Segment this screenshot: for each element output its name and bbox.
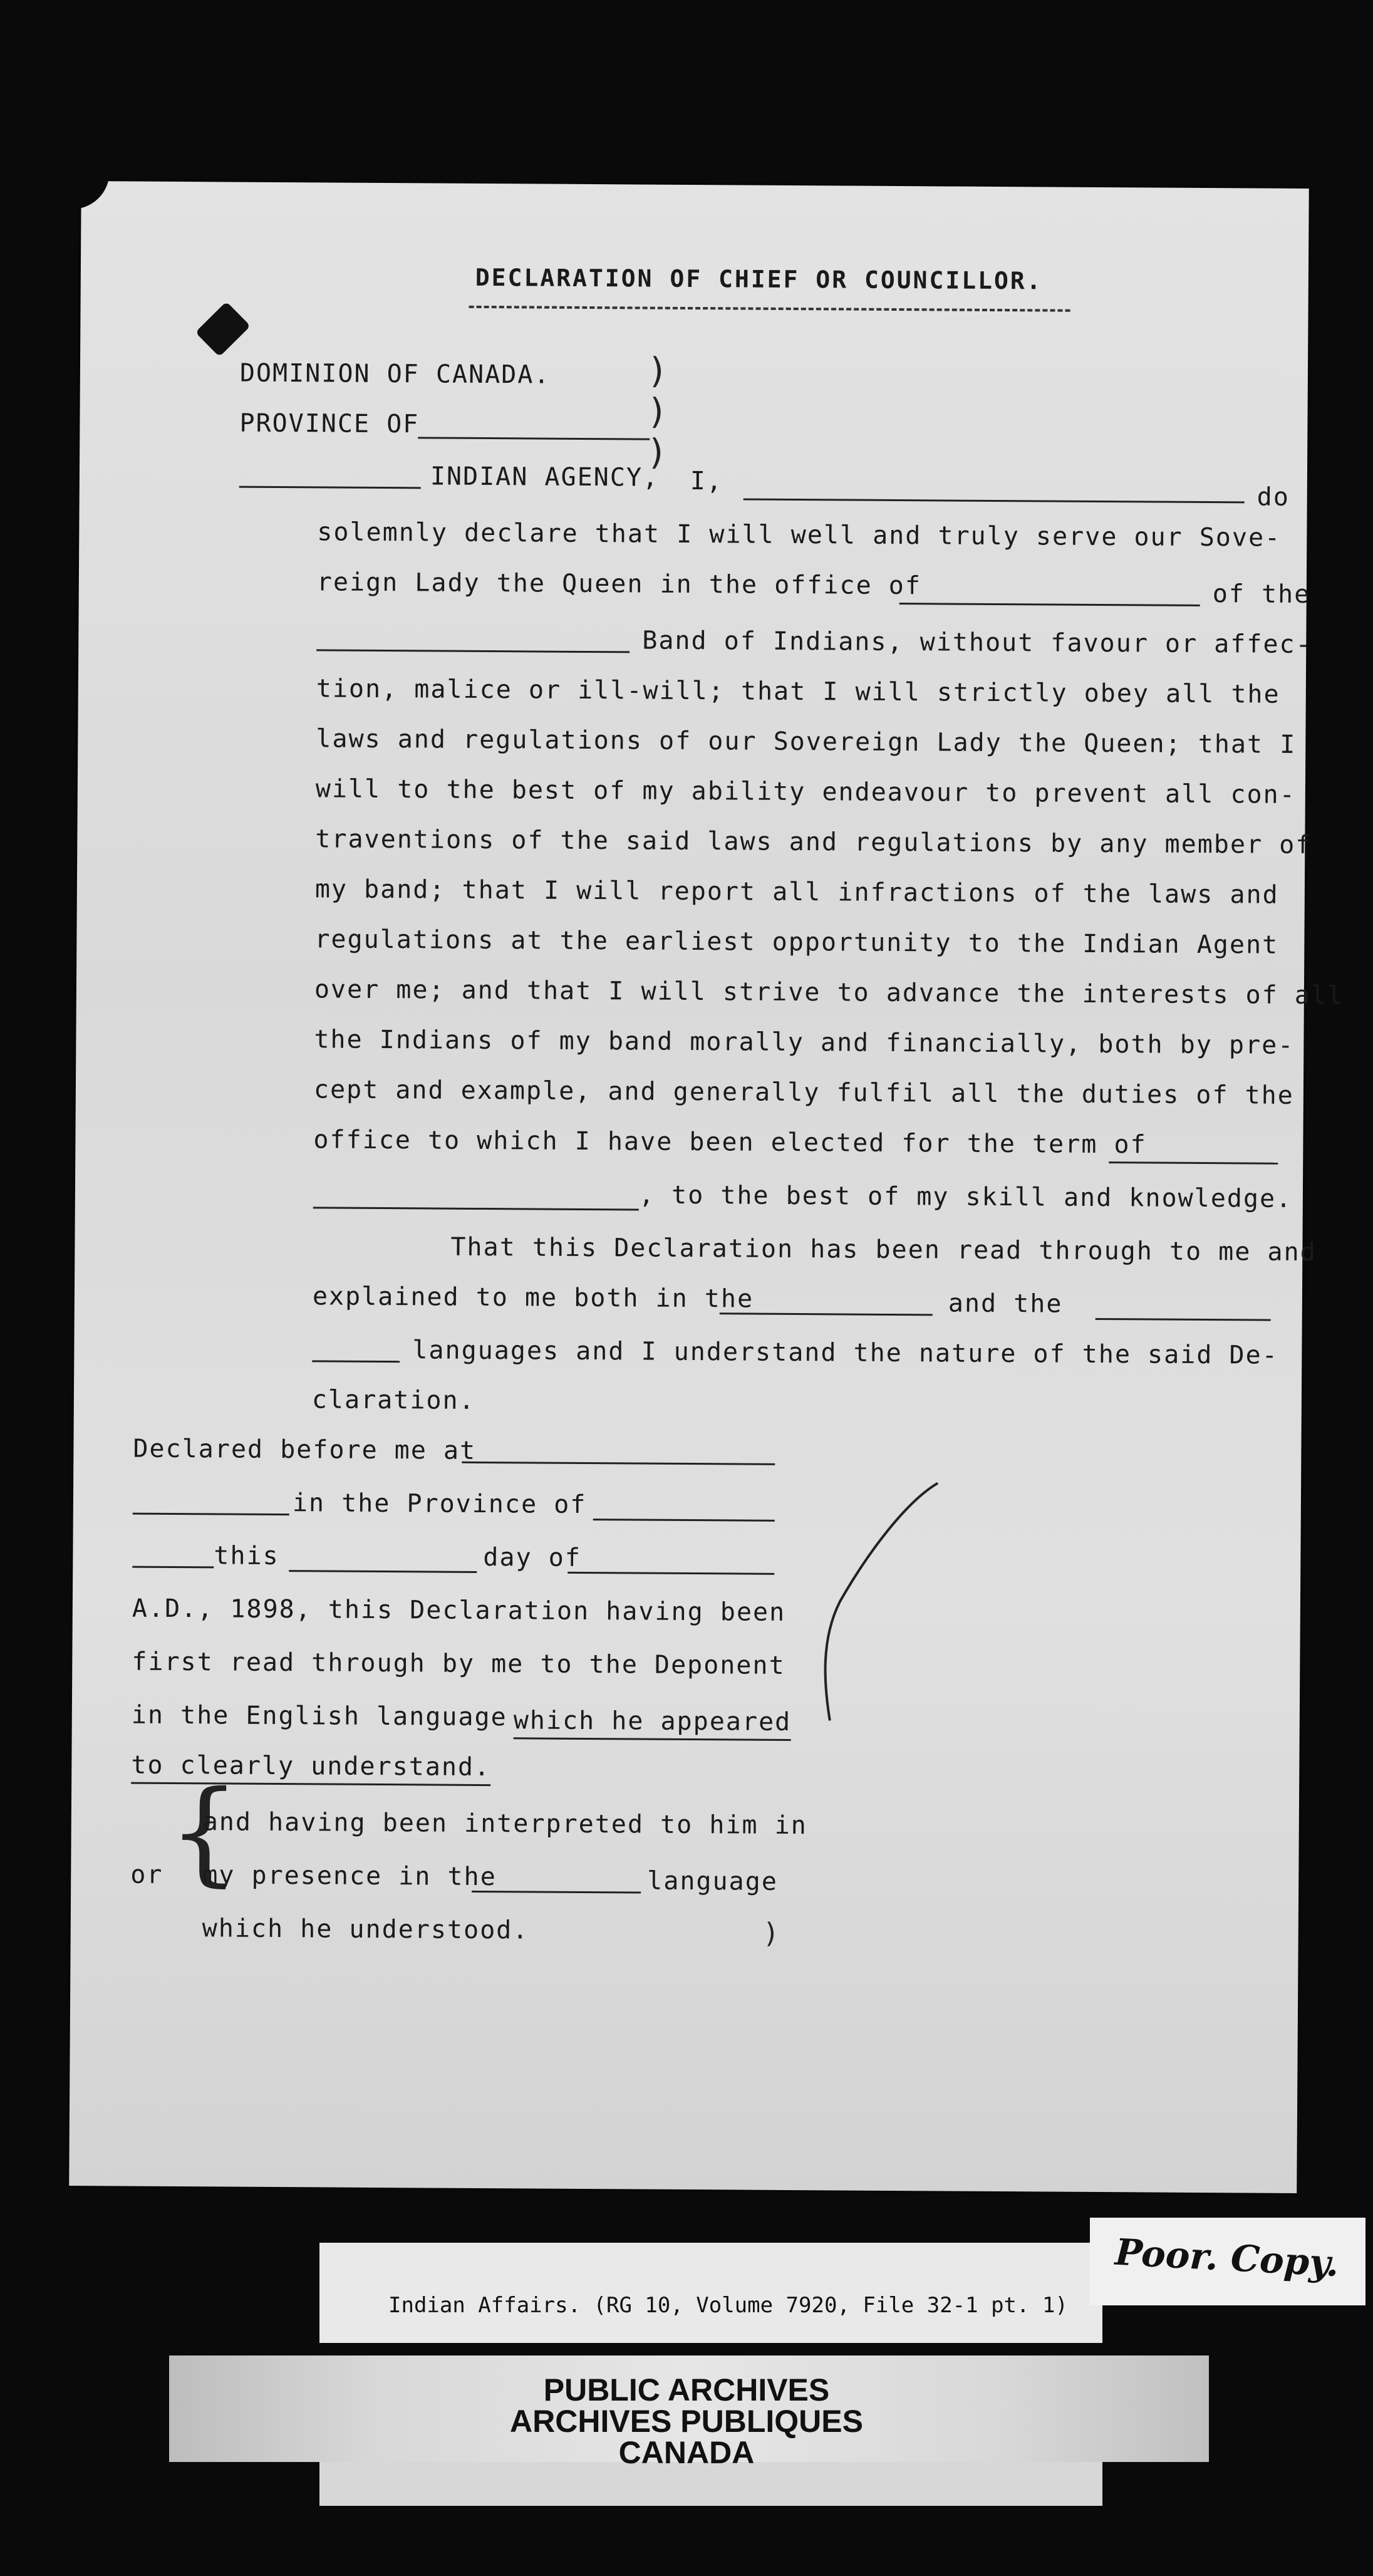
declared-this: this: [214, 1541, 279, 1571]
alt-language-blank: [472, 1891, 641, 1894]
archive-line-1: PUBLIC ARCHIVES: [543, 2372, 830, 2407]
header-agency: INDIAN AGENCY,: [430, 462, 660, 492]
title-underline: [469, 306, 1070, 312]
declared-line: Declared before me at: [133, 1434, 477, 1465]
alt-line2b: language: [647, 1866, 779, 1896]
header-dominion: DOMINION OF CANADA.: [239, 358, 551, 390]
handwritten-note: Poor. Copy.: [1114, 2230, 1340, 2285]
alt-close-paren: ): [762, 1917, 780, 1950]
declared-english: in the English language: [131, 1700, 507, 1732]
body-line: of the: [1212, 579, 1311, 610]
declared-day-blank: [289, 1570, 477, 1573]
para2-line: and the: [948, 1289, 1063, 1319]
alt-line3: which he understood.: [202, 1914, 529, 1945]
para2-line: languages and I understand the nature of the said De-: [412, 1336, 1278, 1370]
archive-line-3: CANADA: [618, 2435, 755, 2470]
office-blank: [899, 603, 1200, 606]
body-line: office to which I have been elected for the term of: [313, 1125, 1147, 1160]
alt-line2a: my presence in the: [202, 1861, 497, 1892]
declared-month-blank: [567, 1572, 774, 1575]
body-line: traventions of the said laws and regulations by any member of: [315, 824, 1312, 860]
header-province: PROVINCE OF: [239, 408, 420, 439]
body-line: cept and example, and generally fulfil all the duties of the: [313, 1075, 1294, 1110]
band-blank: [316, 649, 630, 653]
header-brace: ) ) ): [646, 350, 668, 473]
signature-stroke: [811, 1476, 950, 1727]
declared-clearly: to clearly understand.: [131, 1751, 490, 1787]
paper-corner: [72, 172, 110, 209]
body-line: will to the best of my ability endeavour to prevent all con-: [315, 774, 1296, 809]
body-line: over me; and that I will strive to advance the interests of all: [314, 975, 1344, 1010]
reference-label: Indian Affairs. (RG 10, Volume 7920, File 32-1 pt. 1): [388, 2293, 1068, 2318]
declared-place-blank-2: [133, 1513, 289, 1516]
body-line: tion, malice or ill-will; that I will strictly obey all the: [316, 674, 1280, 709]
alt-or: or: [130, 1860, 163, 1889]
language-blank-3: [312, 1360, 400, 1363]
para2-line: claration.: [311, 1385, 475, 1415]
term-blank: [1109, 1161, 1278, 1165]
punch-hole: [195, 301, 251, 356]
declared-ad: A.D., 1898, this Declaration having been: [132, 1594, 786, 1627]
language-blank-2: [1096, 1318, 1271, 1321]
body-line: Band of Indians, without favour or affec-: [642, 626, 1312, 660]
declared-day-of: day of: [483, 1543, 582, 1572]
archive-line-2: ARCHIVES PUBLIQUES: [510, 2404, 863, 2439]
header-pronoun: I,: [690, 466, 723, 496]
province-blank: [418, 437, 650, 440]
declared-province-blank: [593, 1519, 775, 1522]
declared-province: in the Province of: [292, 1488, 587, 1520]
term-blank-2: [313, 1207, 639, 1210]
alt-line1: and having been interpreted to him in: [202, 1807, 807, 1841]
alt-brace: {: [168, 1766, 241, 1898]
document-title: DECLARATION OF CHIEF OR COUNCILLOR.: [475, 263, 1043, 295]
body-line: my band; that I will report all infractions of the laws and: [314, 875, 1279, 910]
body-line: solemnly declare that I will well and truly serve our Sove-: [317, 517, 1282, 553]
name-blank: [743, 499, 1245, 504]
language-blank-1: [720, 1312, 933, 1316]
agency-blank: [239, 486, 421, 489]
declared-place-blank: [462, 1462, 775, 1465]
declared-this-blank: [132, 1566, 214, 1569]
body-line: reign Lady the Queen in the office of: [316, 568, 922, 601]
header-do: do: [1256, 482, 1290, 512]
body-line: laws and regulations of our Sovereign Lady the Queen; that I: [316, 724, 1297, 759]
body-line: the Indians of my band morally and financially, both by pre-: [314, 1025, 1295, 1060]
para2-line: explained to me both in the: [312, 1282, 754, 1314]
document-page: [69, 181, 1344, 2193]
body-line: , to the best of my skill and knowledge.: [638, 1180, 1293, 1213]
body-line: regulations at the earliest opportunity to the Indian Agent: [314, 925, 1279, 960]
declared-which: which he appeared: [514, 1706, 792, 1741]
para2-line: That this Declaration has been read through to me and: [450, 1232, 1317, 1267]
declared-first: first read through by me to the Deponent: [132, 1647, 785, 1680]
